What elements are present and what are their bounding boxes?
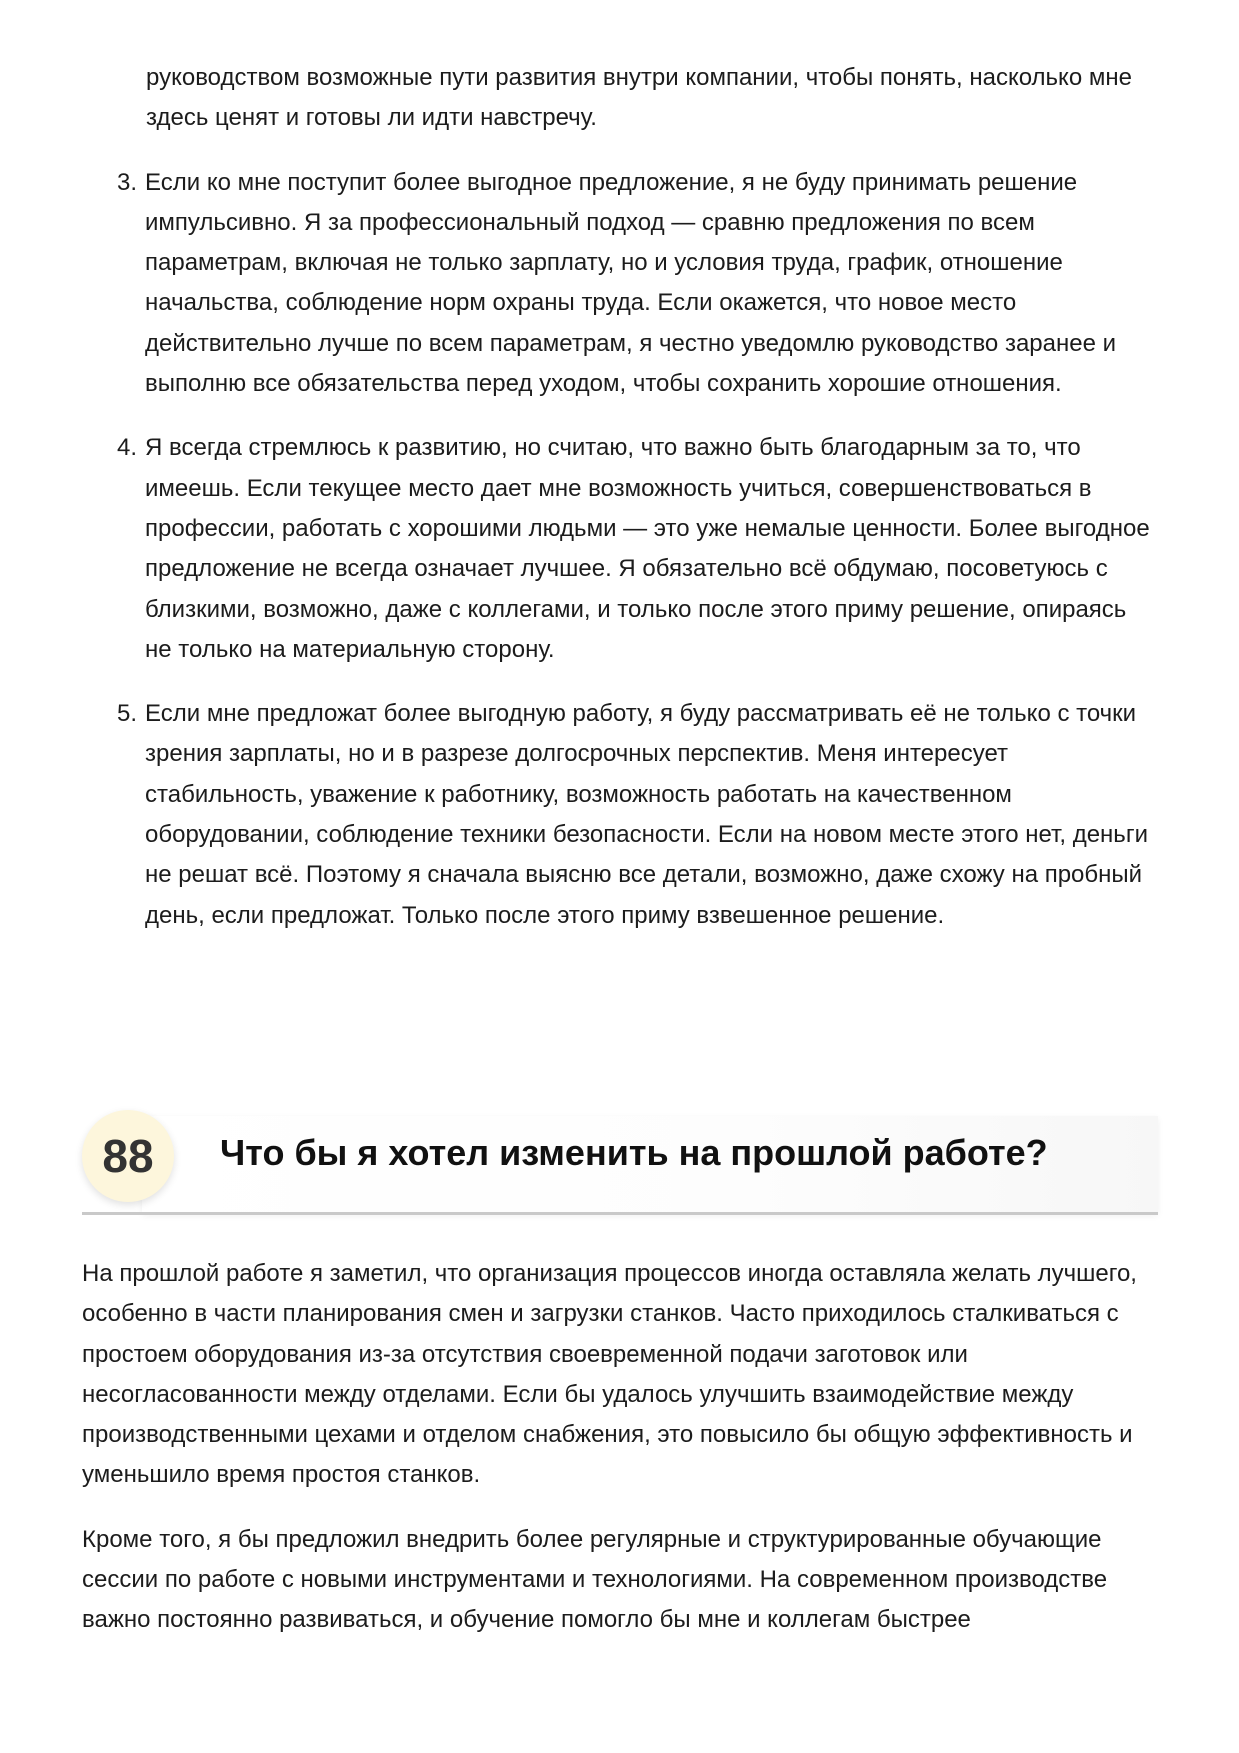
numbered-list [117, 58, 1157, 960]
list-item-text: Если мне предложат более выгодную работу, я буду рассматривать её не только с точки зрения зарплаты, но и в разрезе долгосрочных перспектив. Меня интересует стабильность, уважение к работнику, возможность работать на качественном оборудовании, соблюдение техники безопасности. Если на новом месте этого нет, деньги не решат всё. Поэтому я сначала выясню все детали, возможно, даже схожу на пробный день, если предложат. Только после этого приму взвешенное решение. [145, 700, 1148, 929]
list-item-text: Я всегда стремлюсь к развитию, но считаю, что важно быть благодарным за то, что имеешь. Если текущее место дает мне возможность учиться, совершенствоваться в профессии, работать с хорошими людьми — это уже немалые ценности. Более выгодное предложение не всегда означает лучшее. Я обязательно всё обдумаю, посоветуюсь с близкими, возможно, даже с коллегами, и только после этого приму решение, опираясь не только на материальную сторону. [145, 434, 1150, 663]
list-item [117, 694, 1157, 936]
list-item-number: 3. [117, 168, 138, 196]
list-item-text: Если ко мне поступит более выгодное предложение, я не буду принимать решение импульсивно. Я за профессиональный подход — сравню предложения по всем параметрам, включая не только зарплату, но и условия труда, график, отношение начальства, соблюдение норм охраны труда. Если окажется, что новое место действительно лучше по всем параметрам, я честно уведомлю руководство заранее и выполню все обязательства перед уходом, чтобы сохранить хорошие отношения. [145, 168, 1117, 398]
list-item [117, 428, 1157, 670]
body-paragraph: На прошлой работе я заметил, что организация процессов иногда оставляла желать лучшего, особенно в части планирования смен и загрузки станков. Часто приходилось сталкиваться с простоем оборудования из-за отсутствия своевременной подачи заготовок или несогласованности между отделами. Если бы удалось улучшить взаимодействие между производственными цехами и отделом снабжения, это повысило бы общую эффективность и уменьшило время простоя станков. [82, 1260, 1137, 1489]
list-item-number: 5. [117, 700, 138, 728]
list-item-text: руководством возможные пути развития внутри компании, чтобы понять, насколько мне здесь ценят и готовы ли идти навстречу. [146, 64, 1132, 132]
section-heading [82, 1110, 1158, 1215]
body-paragraph: Кроме того, я бы предложил внедрить более регулярные и структурированные обучающие сессии по работе с новыми инструментами и технологиями. На современном производстве важно постоянно развиваться, и обучение помогло бы мне и коллегам быстрее [82, 1525, 1108, 1634]
list-item-number: 4. [117, 434, 138, 462]
heading-divider [82, 1212, 1158, 1215]
section-number-badge: 88 [82, 1110, 174, 1202]
section-title: Что бы я хотел изменить на прошлой работе? [220, 1132, 1048, 1173]
list-item [117, 163, 1157, 405]
list-item [117, 58, 1157, 139]
section-body [82, 1254, 1160, 1665]
